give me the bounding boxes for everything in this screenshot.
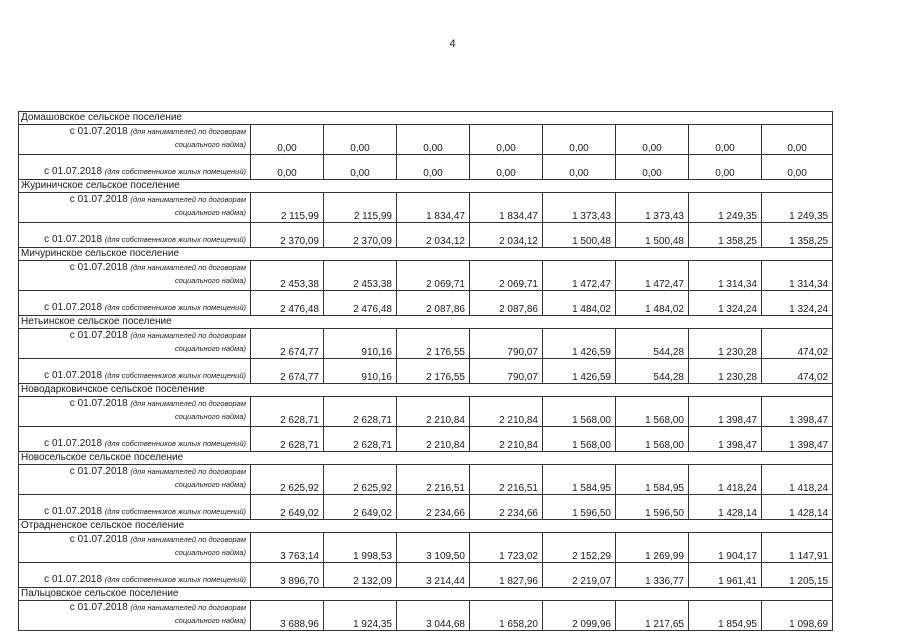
value-cell: 2 649,02 <box>324 495 397 520</box>
value-cell: 2 069,71 <box>470 261 543 291</box>
value-cell: 790,07 <box>470 329 543 359</box>
row-date: с 01.07.2018 <box>69 466 128 477</box>
row-label <box>19 329 251 359</box>
value-cell: 2 210,84 <box>470 397 543 427</box>
value-cell: 2 216,51 <box>397 465 470 495</box>
tariff-table <box>18 111 833 631</box>
table-row <box>19 397 833 427</box>
row-label <box>19 427 251 452</box>
value-cell: 1 373,43 <box>543 193 616 223</box>
row-label <box>19 397 251 427</box>
value-cell: 1 961,41 <box>689 563 762 588</box>
value-cell: 2 210,84 <box>470 427 543 452</box>
value-cell: 2 210,84 <box>397 427 470 452</box>
value-cell: 2 216,51 <box>470 465 543 495</box>
value-cell: 1 336,77 <box>616 563 689 588</box>
row-note: (для собственников жилых помещений) <box>104 439 246 448</box>
value-cell: 544,28 <box>616 329 689 359</box>
value-cell: 1 568,00 <box>616 397 689 427</box>
row-date: с 01.07.2018 <box>44 370 102 381</box>
value-cell: 3 214,44 <box>397 563 470 588</box>
value-cell: 1 398,47 <box>689 427 762 452</box>
value-cell: 1 398,47 <box>762 427 833 452</box>
table-row <box>19 291 833 316</box>
section-header-row <box>19 180 833 193</box>
value-cell: 1 230,28 <box>689 329 762 359</box>
value-cell: 1 834,47 <box>397 193 470 223</box>
section-header-row <box>19 452 833 465</box>
section-header-row <box>19 520 833 533</box>
row-label <box>19 359 251 384</box>
value-cell: 2 453,38 <box>251 261 324 291</box>
value-cell: 1 269,99 <box>616 533 689 563</box>
value-cell: 1 426,59 <box>543 359 616 384</box>
row-label <box>19 223 251 248</box>
row-date: с 01.07.2018 <box>69 262 128 273</box>
row-label <box>19 465 251 495</box>
value-cell: 2 034,12 <box>470 223 543 248</box>
row-label <box>19 193 251 223</box>
table-row <box>19 125 833 155</box>
value-cell: 2 099,96 <box>543 601 616 631</box>
section-header-row <box>19 384 833 397</box>
table-row <box>19 495 833 520</box>
row-note: социального найма) <box>174 480 246 489</box>
row-date: с 01.07.2018 <box>69 194 128 205</box>
value-cell: 3 763,14 <box>251 533 324 563</box>
value-cell: 1 596,50 <box>616 495 689 520</box>
value-cell: 1 658,20 <box>470 601 543 631</box>
value-cell: 1 249,35 <box>762 193 833 223</box>
value-cell: 2 674,77 <box>251 359 324 384</box>
row-note: (для нанимателей по договорам <box>130 263 246 272</box>
row-date: с 01.07.2018 <box>44 166 102 177</box>
value-cell: 1 584,95 <box>543 465 616 495</box>
table-row <box>19 563 833 588</box>
value-cell: 0,00 <box>543 155 616 180</box>
value-cell: 1 827,96 <box>470 563 543 588</box>
value-cell: 1 324,24 <box>689 291 762 316</box>
row-label <box>19 495 251 520</box>
value-cell: 3 044,68 <box>397 601 470 631</box>
section-name: Пальцовское сельское поселение <box>19 588 833 601</box>
table-row <box>19 601 833 631</box>
value-cell: 1 584,95 <box>616 465 689 495</box>
value-cell: 1 428,14 <box>762 495 833 520</box>
table-row <box>19 155 833 180</box>
value-cell: 1 568,00 <box>543 427 616 452</box>
value-cell: 1 358,25 <box>689 223 762 248</box>
table-row <box>19 261 833 291</box>
value-cell: 1 398,47 <box>689 397 762 427</box>
section-name: Нетьинское сельское поселение <box>19 316 833 329</box>
table-row <box>19 329 833 359</box>
value-cell: 3 109,50 <box>397 533 470 563</box>
value-cell: 0,00 <box>616 155 689 180</box>
value-cell: 2 628,71 <box>324 427 397 452</box>
value-cell: 0,00 <box>762 125 833 155</box>
section-name: Отрадненское сельское поселение <box>19 520 833 533</box>
row-note: социального найма) <box>174 616 246 625</box>
value-cell: 2 628,71 <box>324 397 397 427</box>
table-row <box>19 427 833 452</box>
row-label <box>19 601 251 631</box>
table-row <box>19 359 833 384</box>
value-cell: 2 152,29 <box>543 533 616 563</box>
value-cell: 1 723,02 <box>470 533 543 563</box>
row-note: (для собственников жилых помещений) <box>104 303 246 312</box>
value-cell: 2 087,86 <box>470 291 543 316</box>
table-row <box>19 223 833 248</box>
row-note: (для собственников жилых помещений) <box>104 507 246 516</box>
row-note: (для нанимателей по договорам <box>130 331 246 340</box>
value-cell: 474,02 <box>762 359 833 384</box>
row-note: (для собственников жилых помещений) <box>104 235 246 244</box>
value-cell: 1 147,91 <box>762 533 833 563</box>
value-cell: 0,00 <box>470 125 543 155</box>
value-cell: 1 098,69 <box>762 601 833 631</box>
row-date: с 01.07.2018 <box>44 234 102 245</box>
value-cell: 0,00 <box>397 125 470 155</box>
row-date: с 01.07.2018 <box>69 126 128 137</box>
value-cell: 1 924,35 <box>324 601 397 631</box>
value-cell: 1 596,50 <box>543 495 616 520</box>
row-date: с 01.07.2018 <box>69 398 128 409</box>
value-cell: 0,00 <box>324 125 397 155</box>
value-cell: 1 472,47 <box>616 261 689 291</box>
value-cell: 2 649,02 <box>251 495 324 520</box>
section-name: Новосельское сельское поселение <box>19 452 833 465</box>
value-cell: 0,00 <box>251 155 324 180</box>
section-name: Новодарковичское сельское поселение <box>19 384 833 397</box>
value-cell: 1 418,24 <box>689 465 762 495</box>
row-note: (для нанимателей по договорам <box>130 467 246 476</box>
row-note: (для собственников жилых помещений) <box>104 167 246 176</box>
row-note: социального найма) <box>174 140 246 149</box>
table-row <box>19 533 833 563</box>
value-cell: 1 418,24 <box>762 465 833 495</box>
section-header-row <box>19 588 833 601</box>
value-cell: 2 219,07 <box>543 563 616 588</box>
value-cell: 2 234,66 <box>470 495 543 520</box>
value-cell: 1 426,59 <box>543 329 616 359</box>
section-header-row <box>19 248 833 261</box>
value-cell: 0,00 <box>543 125 616 155</box>
value-cell: 1 834,47 <box>470 193 543 223</box>
value-cell: 0,00 <box>470 155 543 180</box>
row-label <box>19 533 251 563</box>
table-body <box>19 112 833 631</box>
value-cell: 0,00 <box>324 155 397 180</box>
row-label <box>19 261 251 291</box>
value-cell: 1 500,48 <box>543 223 616 248</box>
table-row <box>19 465 833 495</box>
row-note: (для нанимателей по договорам <box>130 603 246 612</box>
value-cell: 1 398,47 <box>762 397 833 427</box>
row-date: с 01.07.2018 <box>69 602 128 613</box>
row-note: (для нанимателей по договорам <box>130 535 246 544</box>
row-note: (для нанимателей по договорам <box>130 195 246 204</box>
value-cell: 1 373,43 <box>616 193 689 223</box>
value-cell: 3 688,96 <box>251 601 324 631</box>
value-cell: 1 324,24 <box>762 291 833 316</box>
row-date: с 01.07.2018 <box>44 506 102 517</box>
page-number: 4 <box>449 38 456 50</box>
table-row <box>19 193 833 223</box>
value-cell: 0,00 <box>762 155 833 180</box>
row-note: социального найма) <box>174 276 246 285</box>
value-cell: 2 210,84 <box>397 397 470 427</box>
value-cell: 2 034,12 <box>397 223 470 248</box>
value-cell: 2 115,99 <box>251 193 324 223</box>
value-cell: 1 998,53 <box>324 533 397 563</box>
value-cell: 2 628,71 <box>251 427 324 452</box>
row-note: социального найма) <box>174 344 246 353</box>
section-name: Домашовское сельское поселение <box>19 112 833 125</box>
row-note: социального найма) <box>174 412 246 421</box>
value-cell: 1 314,34 <box>689 261 762 291</box>
row-note: (для собственников жилых помещений) <box>104 371 246 380</box>
value-cell: 1 904,17 <box>689 533 762 563</box>
row-label <box>19 291 251 316</box>
value-cell: 2 176,55 <box>397 359 470 384</box>
row-note: (для нанимателей по договорам <box>130 399 246 408</box>
row-date: с 01.07.2018 <box>69 330 128 341</box>
value-cell: 910,16 <box>324 329 397 359</box>
value-cell: 0,00 <box>689 125 762 155</box>
value-cell: 1 217,65 <box>616 601 689 631</box>
row-date: с 01.07.2018 <box>44 438 102 449</box>
value-cell: 2 132,09 <box>324 563 397 588</box>
value-cell: 0,00 <box>251 125 324 155</box>
value-cell: 2 476,48 <box>324 291 397 316</box>
value-cell: 2 453,38 <box>324 261 397 291</box>
value-cell: 1 205,15 <box>762 563 833 588</box>
value-cell: 2 370,09 <box>324 223 397 248</box>
value-cell: 1 484,02 <box>616 291 689 316</box>
row-label <box>19 563 251 588</box>
row-date: с 01.07.2018 <box>44 302 102 313</box>
row-label <box>19 155 251 180</box>
section-header-row <box>19 316 833 329</box>
value-cell: 2 370,09 <box>251 223 324 248</box>
value-cell: 2 625,92 <box>251 465 324 495</box>
value-cell: 1 472,47 <box>543 261 616 291</box>
value-cell: 1 484,02 <box>543 291 616 316</box>
section-name: Мичуринское сельское поселение <box>19 248 833 261</box>
value-cell: 910,16 <box>324 359 397 384</box>
value-cell: 2 115,99 <box>324 193 397 223</box>
section-name: Журиничское сельское поселение <box>19 180 833 193</box>
value-cell: 1 500,48 <box>616 223 689 248</box>
value-cell: 2 674,77 <box>251 329 324 359</box>
value-cell: 0,00 <box>689 155 762 180</box>
row-note: социального найма) <box>174 208 246 217</box>
value-cell: 2 234,66 <box>397 495 470 520</box>
value-cell: 3 896,70 <box>251 563 324 588</box>
row-date: с 01.07.2018 <box>44 574 102 585</box>
value-cell: 2 069,71 <box>397 261 470 291</box>
value-cell: 2 625,92 <box>324 465 397 495</box>
value-cell: 790,07 <box>470 359 543 384</box>
value-cell: 544,28 <box>616 359 689 384</box>
value-cell: 1 428,14 <box>689 495 762 520</box>
value-cell: 1 230,28 <box>689 359 762 384</box>
value-cell: 0,00 <box>397 155 470 180</box>
row-note: (для собственников жилых помещений) <box>104 575 246 584</box>
value-cell: 0,00 <box>616 125 689 155</box>
value-cell: 1 854,95 <box>689 601 762 631</box>
value-cell: 474,02 <box>762 329 833 359</box>
section-header-row <box>19 112 833 125</box>
value-cell: 2 476,48 <box>251 291 324 316</box>
value-cell: 1 568,00 <box>616 427 689 452</box>
value-cell: 1 314,34 <box>762 261 833 291</box>
row-note: социального найма) <box>174 548 246 557</box>
value-cell: 1 249,35 <box>689 193 762 223</box>
row-note: (для нанимателей по договорам <box>130 127 246 136</box>
value-cell: 2 087,86 <box>397 291 470 316</box>
row-label <box>19 125 251 155</box>
value-cell: 2 176,55 <box>397 329 470 359</box>
row-date: с 01.07.2018 <box>69 534 128 545</box>
value-cell: 2 628,71 <box>251 397 324 427</box>
value-cell: 1 358,25 <box>762 223 833 248</box>
value-cell: 1 568,00 <box>543 397 616 427</box>
